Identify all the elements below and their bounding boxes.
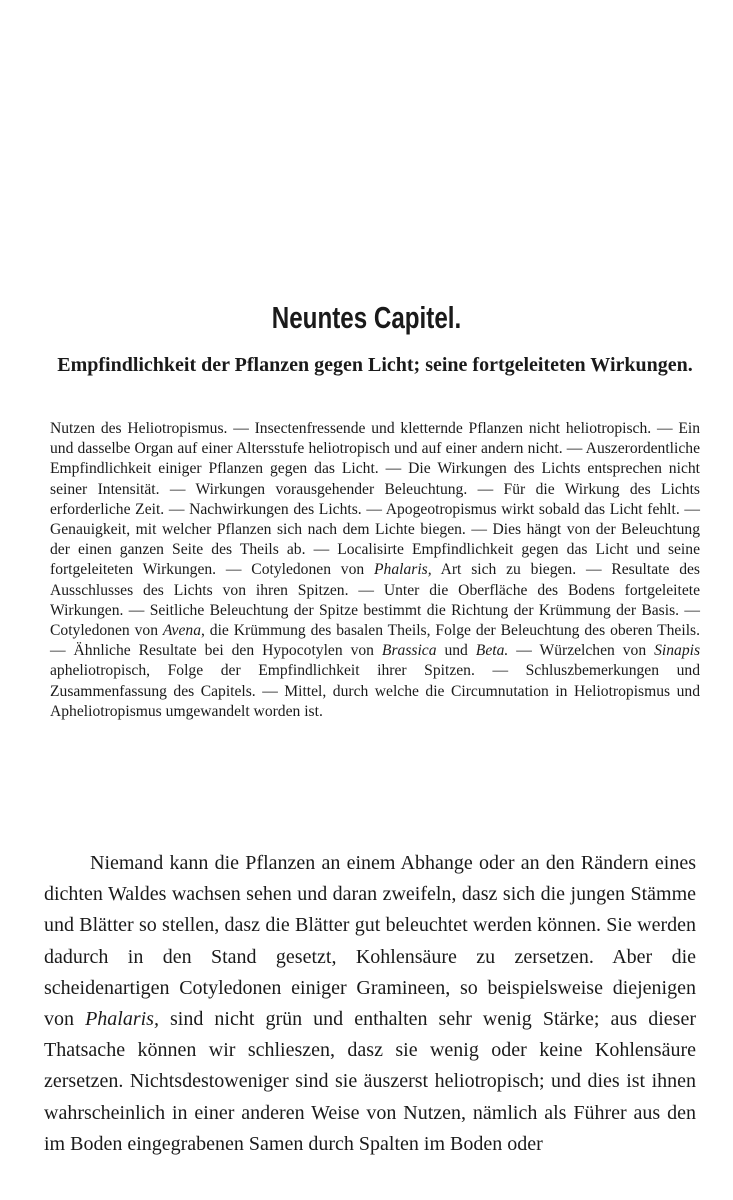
- chapter-heading: Empfindlichkeit der Pflanzen gegen Licht; seine fortgeleiteten Wirkungen.: [57, 354, 693, 376]
- summary-taxon-sinapis: Sinapis: [654, 642, 701, 660]
- chapter-title: Neuntes Capitel.: [271, 300, 462, 335]
- body-paragraph: [44, 848, 696, 1160]
- summary-taxon-phalaris: Phalaris,: [374, 561, 432, 579]
- body-taxon-phalaris: Phalaris,: [85, 1008, 159, 1031]
- summary-text: Art sich zu biegen. — Resultate des Ausschlusses des Lichts von ihren Spitzen. — Unter die Oberfläche des Bodens fortgeleitete Wirkungen. — Seitliche Beleuchtung der Spitze bestimmt die Richtung der Krümmung der Basis. — Cotyledonen von: [50, 561, 700, 640]
- summary-text: apheliotropisch, Folge der Empfindlichkeit ihrer Spitzen. — Schluszbemerkungen und Zusammenfassung des Capitels. — Mittel, durch welche die Circumnutation in Heliotropismus und Apheliotropismus umgewandelt worden ist.: [50, 662, 700, 720]
- summary-text: — Würzelchen von: [508, 642, 655, 660]
- summary-text: und: [436, 642, 476, 660]
- body-text: sind nicht grün und enthalten sehr wenig Stärke; aus dieser Thatsache können wir schlieszen, dasz sie wenig oder keine Kohlensäure zersetzen. Nichtsdestoweniger sind sie äuszerst heliotropisch; und dies ist ihnen wahrscheinlich in einer anderen Weise von Nutzen, nämlich als Führer aus den im Boden eingegrabenen Samen durch Spalten im Boden oder: [44, 1008, 697, 1155]
- chapter-summary: [50, 419, 700, 722]
- summary-text: , die Krümmung des basalen Theils, Folge der Beleuchtung des oberen Theils. — Ähnliche Resultate bei den Hypocotylen von: [50, 622, 700, 660]
- summary-taxon-beta: Beta.: [475, 642, 509, 660]
- summary-taxon-brassica: Brassica: [381, 642, 437, 660]
- summary-text: Nutzen des Heliotropismus. — Insectenfressende und kletternde Pflanzen nicht heliotropisch. — Ein und dasselbe Organ auf einer Altersstufe heliotropisch und auf einer andern nicht. — Auszerordentliche Empfindlichkeit einiger Pflanzen gegen das Licht. — Die Wirkungen des Lichts entsprechen nicht seiner Intensität. — Wirkungen vorausgehender Beleuchtung. — Für die Wirkung des Lichts erforderliche Zeit. — Nachwirkungen des Lichts. — Apogeotropismus wirkt sobald das Licht fehlt. — Genauigkeit, mit welcher Pflanzen sich nach dem Lichte biegen. — Dies hängt von der Beleuchtung der einen ganzen Seite des Theils ab. — Localisirte Empfindlichkeit gegen das Licht und seine fortgeleiteten Wirkungen. — Cotyledonen von: [50, 420, 700, 579]
- body-text: Niemand kann die Pflanzen an einem Abhange oder an den Rändern eines dichten Waldes wachsen sehen und daran zweifeln, dasz sich die jungen Stämme und Blätter so stellen, dasz die Blätter gut beleuchtet werden können. Sie werden dadurch in den Stand gesetzt, Kohlensäure zu zersetzen. Aber die scheidenartigen Cotyledonen einiger Gramineen, so beispielsweise diejenigen von: [44, 852, 696, 1031]
- summary-taxon-avena: Avena: [162, 622, 201, 640]
